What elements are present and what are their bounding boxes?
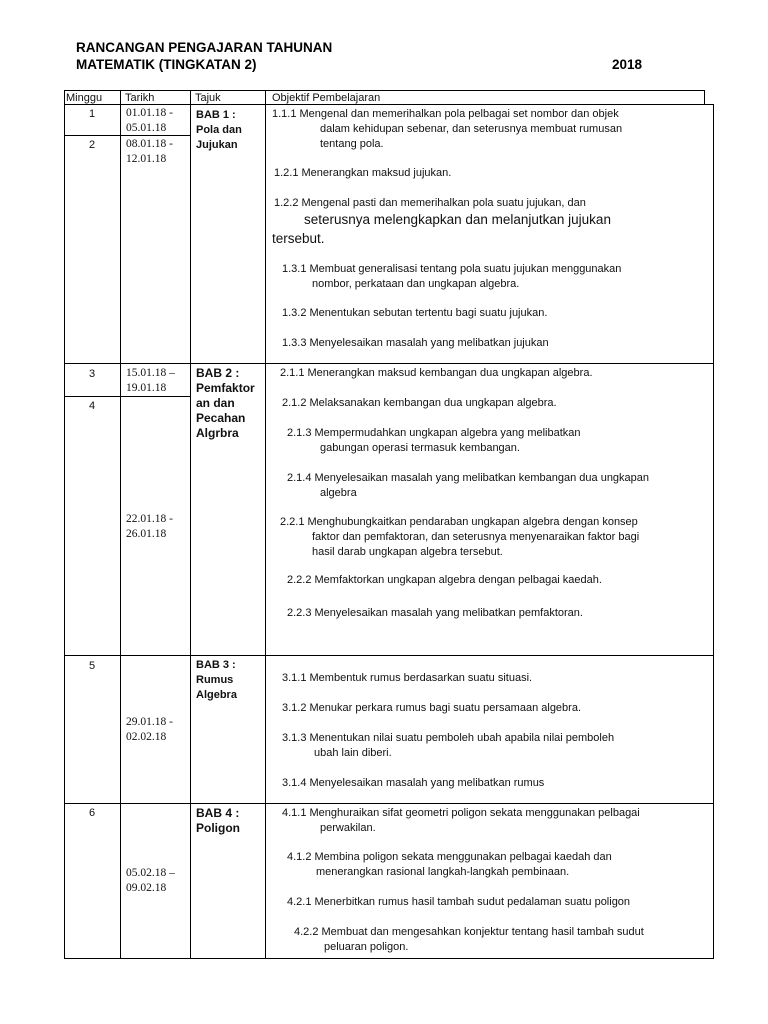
week-number: 6 [88,807,96,819]
objective-text: hasil darab ungkapan algebra tersebut. [312,546,503,558]
topic-label: Pemfaktor [196,381,255,395]
week-number: 5 [88,660,96,672]
objective-text: tentang pola. [320,138,384,150]
objective-text: 2.2.2 Memfaktorkan ungkapan algebra dengan pelbagai kaedah. [287,574,602,586]
week-number: 4 [88,400,96,412]
topic-label: Jujukan [196,139,238,151]
date-end: 05.01.18 [126,122,167,134]
topic-label: Pecahan [196,411,246,425]
topic-label: BAB 2 : [196,366,240,380]
topic-label: BAB 4 : [196,806,240,820]
objective-text: 2.2.3 Menyelesaikan masalah yang melibatkan pemfaktoran. [287,607,583,619]
objective-text: 2.1.3 Mempermudahkan ungkapan algebra yang melibatkan [287,427,581,439]
objective-text: algebra [320,487,357,499]
objective-text: perwakilan. [320,822,376,834]
week-number: 3 [88,368,96,380]
objective-text: tersebut. [272,231,325,246]
objective-text: 2.1.2 Melaksanakan kembangan dua ungkapan algebra. [282,397,557,409]
objective-text: 4.1.1 Menghuraikan sifat geometri poligon sekata menggunakan pelbagai [282,807,640,819]
topic-label: Rumus [196,674,234,686]
objective-text: gabungan operasi termasuk kembangan. [320,442,520,454]
topic-label: BAB 3 : [196,659,236,671]
week-number: 2 [88,139,96,151]
topic-label: BAB 1 : [196,109,236,121]
year-label: 2018 [612,57,643,72]
objective-text: ubah lain diberi. [314,747,392,759]
page-subtitle: MATEMATIK (TINGKATAN 2) [76,57,257,72]
date-end: 02.02.18 [126,731,167,743]
column-header-tarikh: Tarikh [125,92,155,104]
date-start: 01.01.18 - [126,107,173,119]
objective-text: faktor dan pemfaktoran, dan seterusnya menyenaraikan faktor bagi [312,531,640,543]
objective-text: 1.2.2 Mengenal pasti dan memerihalkan pola suatu jujukan, dan [274,197,586,209]
date-end: 12.01.18 [126,153,167,165]
objective-text: 3.1.4 Menyelesaikan masalah yang melibatkan rumus [282,777,545,789]
objective-text: 1.1.1 Mengenal dan memerihalkan pola pelbagai set nombor dan objek [272,108,619,120]
topic-label: Algrbra [196,426,239,440]
objective-text: 3.1.2 Menukar perkara rumus bagi suatu persamaan algebra. [282,702,582,714]
objective-text: 4.1.2 Membina poligon sekata menggunakan pelbagai kaedah dan [287,851,612,863]
objective-text: 2.1.4 Menyelesaikan masalah yang melibatkan kembangan dua ungkapan [287,472,650,484]
objective-text: nombor, perkataan dan ungkapan algebra. [312,278,520,290]
objective-text: 2.1.1 Menerangkan maksud kembangan dua ungkapan algebra. [280,367,593,379]
page-title: RANCANGAN PENGAJARAN TAHUNAN [76,40,333,55]
date-start: 05.02.18 – [126,867,175,879]
objective-text: 3.1.1 Membentuk rumus berdasarkan suatu situasi. [282,672,533,684]
date-end: 09.02.18 [126,882,167,894]
date-start: 29.01.18 - [126,716,173,728]
topic-label: Algebra [196,689,237,701]
column-header-tajuk: Tajuk [195,92,221,104]
objective-text: 3.1.3 Menentukan nilai suatu pemboleh ubah apabila nilai pemboleh [282,732,615,744]
objective-text: seterusnya melengkapkan dan melanjutkan jujukan [304,212,611,227]
objective-text: 4.2.2 Membuat dan mengesahkan konjektur tentang hasil tambah sudut [294,926,644,938]
objective-text: 1.3.1 Membuat generalisasi tentang pola suatu jujukan menggunakan [282,263,622,275]
objective-text: 1.3.2 Menentukan sebutan tertentu bagi suatu jujukan. [282,307,548,319]
column-header-minggu: Minggu [66,92,103,104]
date-start: 08.01.18 - [126,138,173,150]
objective-text: peluaran poligon. [324,941,409,953]
objective-text: menerangkan rasional langkah-langkah pembinaan. [316,866,570,878]
objective-text: 1.3.3 Menyelesaikan masalah yang melibatkan jujukan [282,337,549,349]
topic-label: an dan [196,396,235,410]
topic-label: Poligon [196,821,240,835]
objective-text: dalam kehidupan sebenar, dan seterusnya membuat rumusan [320,123,623,135]
date-start: 15.01.18 – [126,367,175,379]
date-start: 22.01.18 - [126,513,173,525]
date-end: 26.01.18 [126,528,167,540]
topic-label: Pola dan [196,124,242,136]
objective-text: 1.2.1 Menerangkan maksud jujukan. [274,167,452,179]
column-header-objektif: Objektif Pembelajaran [272,92,381,104]
objective-text: 4.2.1 Menerbitkan rumus hasil tambah sudut pedalaman suatu poligon [287,896,631,908]
objective-text: 2.2.1 Menghubungkaitkan pendaraban ungkapan algebra dengan konsep [280,516,638,528]
week-number: 1 [88,108,96,120]
date-end: 19.01.18 [126,382,167,394]
